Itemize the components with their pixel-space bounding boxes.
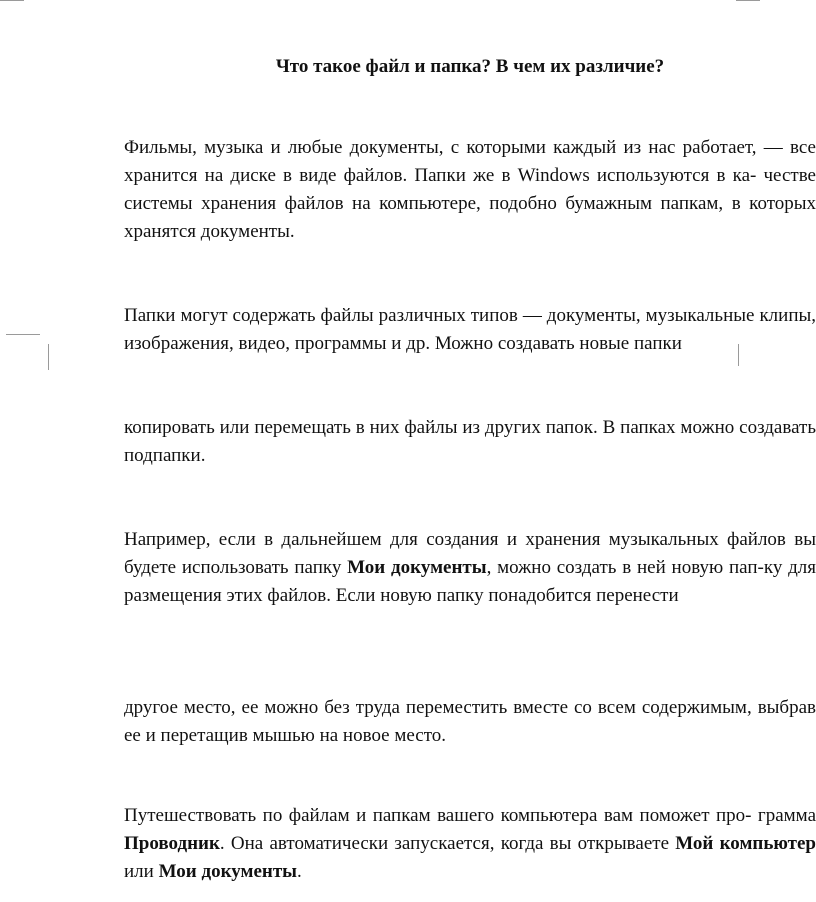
text-line: копировать или перемещать в них файлы из других папок. В папках можно: [124, 417, 735, 438]
text-line: все хранится на диске в виде файлов. Папки же в Windows используются в ка-: [124, 137, 816, 186]
document-title: Что такое файл и папка? В чем их различие?: [275, 56, 665, 77]
text-line: создавать подпапки.: [124, 417, 816, 466]
text-line: выбрав ее и перетащив мышью на новое место.: [124, 697, 816, 746]
paragraph-3: [124, 414, 816, 470]
bold-folder-name: Мои документы: [158, 861, 297, 882]
text-line: другое место, ее можно без труда переместить вместе со всем содержимым,: [124, 697, 752, 718]
text-run: или: [124, 861, 159, 882]
text-line: пап-ку для размещения этих файлов. Если новую папку понадобится: [124, 557, 816, 606]
crop-mark-top-left: [0, 0, 24, 1]
text-line: честве системы хранения файлов на компьютере, подобно бумажным папкам,: [124, 165, 816, 214]
text-line: Папки могут содержать файлы различных типов — документы, музыкальные: [124, 305, 755, 326]
text-line: Путешествовать по файлам и папкам вашего компьютера вам поможет про-: [124, 805, 752, 826]
text-line: в которых хранятся документы.: [124, 193, 816, 242]
text-run: грамма: [757, 805, 816, 826]
text-line: Например, если в дальнейшем для создания и хранения музыкальных файлов: [124, 529, 786, 550]
bold-folder-name: Мой компьютер: [675, 833, 816, 854]
paragraph-1: [124, 134, 816, 246]
text-line: Фильмы, музыка и любые документы, с которыми каждый из нас работает, —: [124, 137, 783, 158]
paragraph-4: [124, 526, 816, 610]
crop-mark-top-right: [736, 0, 760, 1]
text-run: . Она автоматически запускается, когда вы открываете: [219, 833, 670, 854]
text-line: перенести: [596, 585, 679, 606]
paragraph-2: [124, 302, 816, 358]
margin-mark-left-vertical: [48, 344, 49, 370]
text-run: , можно создать в ней новую: [486, 557, 724, 578]
paragraph-5: [124, 694, 816, 750]
text-line: клипы, изображения, видео, программы и др. Можно создавать новые папки: [124, 305, 816, 354]
bold-program-name: Проводник: [124, 833, 220, 854]
margin-mark-left-horizontal: [6, 334, 40, 335]
text-run: вы будете использовать папку: [124, 529, 816, 578]
paragraph-6: [124, 802, 816, 886]
text-run: .: [297, 861, 302, 882]
bold-folder-name: Мои документы: [347, 557, 487, 578]
